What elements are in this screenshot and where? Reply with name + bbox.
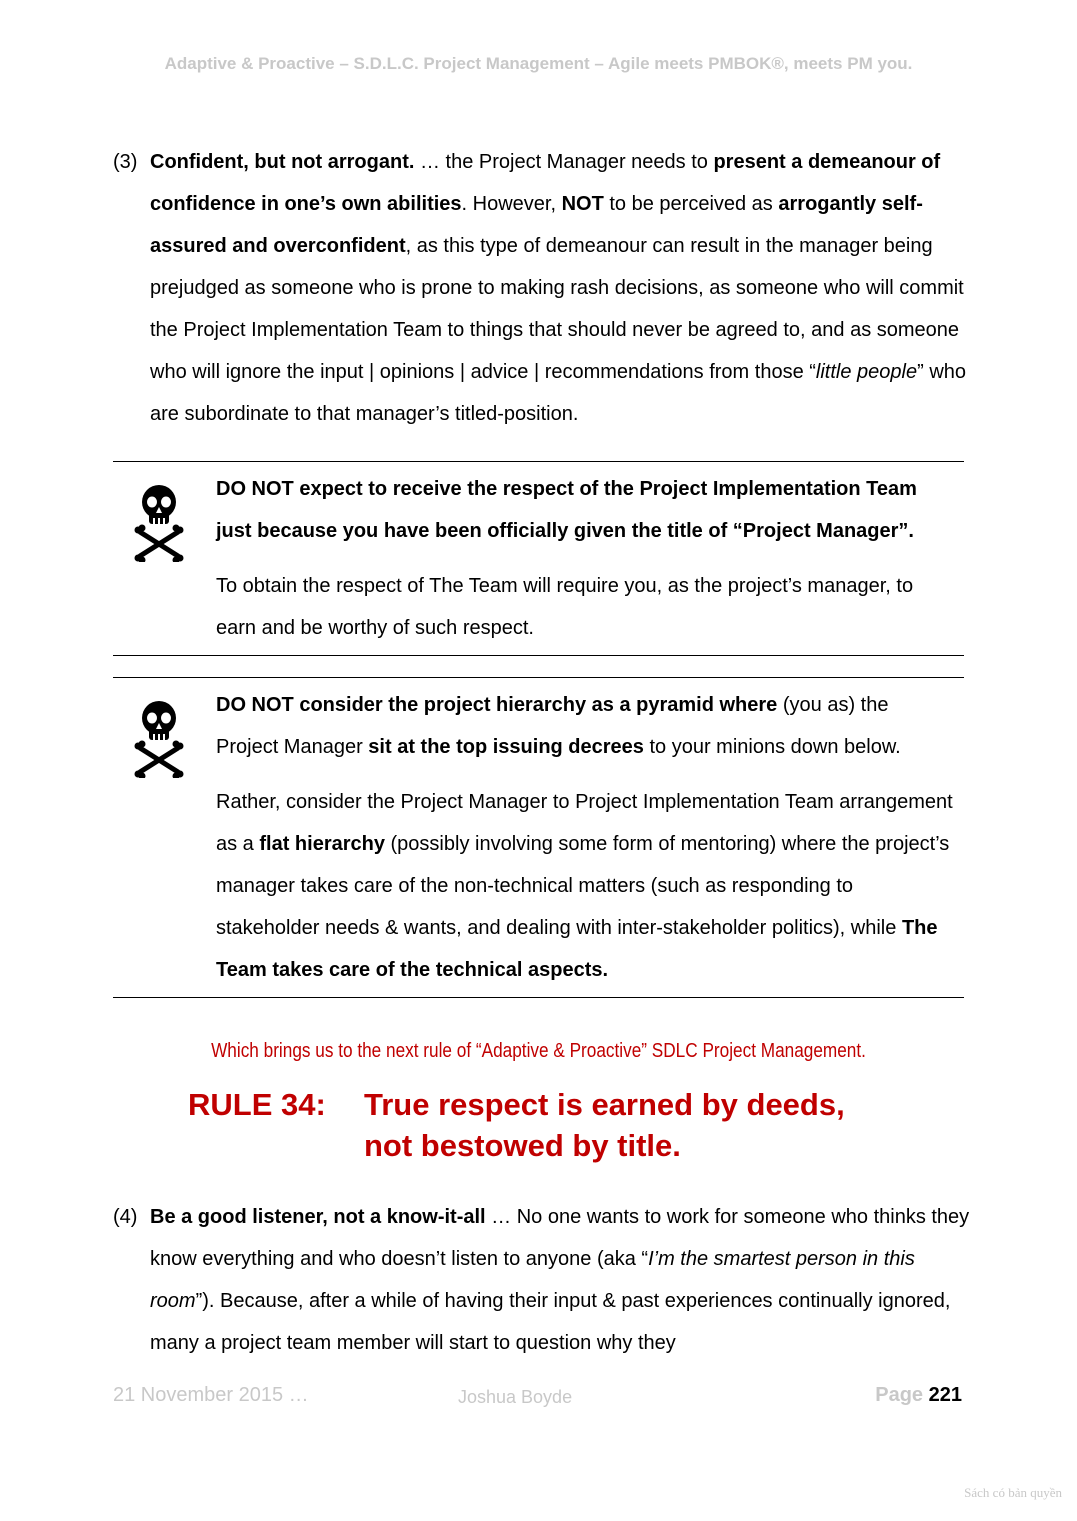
item-4-paragraph <box>150 1196 970 1364</box>
item-4-title: Be a good listener, not a know-it-all <box>150 1206 486 1228</box>
warning-2-heading <box>216 684 956 768</box>
divider <box>113 461 964 462</box>
divider <box>113 997 964 998</box>
warning-1-heading: DO NOT expect to receive the respect of the Project Implementation Team just because you have been officially given the title of “Project Manager”. <box>216 478 917 542</box>
text-run: to be perceived as <box>603 193 779 215</box>
running-header: Adaptive & Proactive – S.D.L.C. Project Management – Agile meets PMBOK®, meets PM you. <box>164 54 913 73</box>
bold-run: sit at the top issuing decrees <box>368 736 644 758</box>
rule-line-1: True respect is earned by deeds, <box>364 1087 845 1122</box>
rule-line-2: not bestowed by title. <box>364 1128 681 1163</box>
bold-run: present a demeanour of confidence in one’s own abilities <box>150 151 941 215</box>
item-3-paragraph <box>150 141 970 435</box>
italic-run: I’m the smartest person in this room <box>150 1248 915 1312</box>
text-run: . However, <box>461 193 562 215</box>
bold-run: flat hierarchy <box>259 833 385 855</box>
divider <box>113 655 964 656</box>
italic-run: little people <box>815 361 918 383</box>
footer-page <box>875 1384 962 1407</box>
bold-run: The Team takes care of the technical aspects. <box>216 917 938 981</box>
footer-date: 21 November 2015 … <box>113 1384 309 1406</box>
warning-1-body: To obtain the respect of The Team will require you, as the project’s manager, to earn and be worthy of such respect. <box>216 575 914 639</box>
bold-run: DO NOT consider the project hierarchy as a pyramid where <box>216 694 778 716</box>
page-label: Page <box>875 1384 924 1406</box>
watermark: Sách có bản quyền <box>964 1485 1062 1500</box>
text-run: ”). Because, after a while of having their input & past experiences continually ignored, many a project team member will start to question why they <box>150 1290 951 1354</box>
text-run: ” who are subordinate to that manager’s titled-position. <box>150 361 967 425</box>
text-run: Rather, consider the Project Manager to Project Implementation Team arrangement as a <box>216 791 953 855</box>
page-number: 221 <box>928 1384 962 1406</box>
text-run: (possibly involving some form of mentoring) where the project’s manager takes care of the non-technical matters (such as responding to stakeholder needs & wants, and dealing with inter-stakeholder politics), while <box>216 833 950 939</box>
text-run: … No one wants to work for someone who thinks they know everything and who doesn’t listen to anyone (aka “ <box>150 1206 970 1270</box>
footer-author: Joshua Boyde <box>458 1387 573 1407</box>
text-run: … the Project Manager needs to <box>414 151 714 173</box>
divider <box>113 677 964 678</box>
text-run: (you as) the Project Manager <box>216 694 889 758</box>
skull-crossbones-icon <box>132 696 186 778</box>
skull-crossbones-icon <box>132 480 186 562</box>
warning-2-body <box>216 781 956 991</box>
rule-label: RULE 34: <box>188 1087 326 1122</box>
item-4-number: (4) <box>113 1206 138 1228</box>
item-3-number: (3) <box>113 151 138 173</box>
text-run: to your minions down below. <box>643 736 901 758</box>
rule-intro: Which brings us to the next rule of “Adaptive & Proactive” SDLC Project Management. <box>211 1040 866 1062</box>
bold-run: NOT <box>561 193 604 215</box>
rule-34 <box>188 1084 845 1166</box>
item-3-title: Confident, but not arrogant. <box>150 151 415 173</box>
text-run: , as this type of demeanour can result in the manager being prejudged as someone who is prone to making rash decisions, as someone who will commit the Project Implementation Team to things that should never be agreed to, and as someone who will ignore the input | opinions | advice | recommendations from those “ <box>150 235 964 383</box>
bold-run: arrogantly self-assured and overconfident <box>150 193 923 257</box>
